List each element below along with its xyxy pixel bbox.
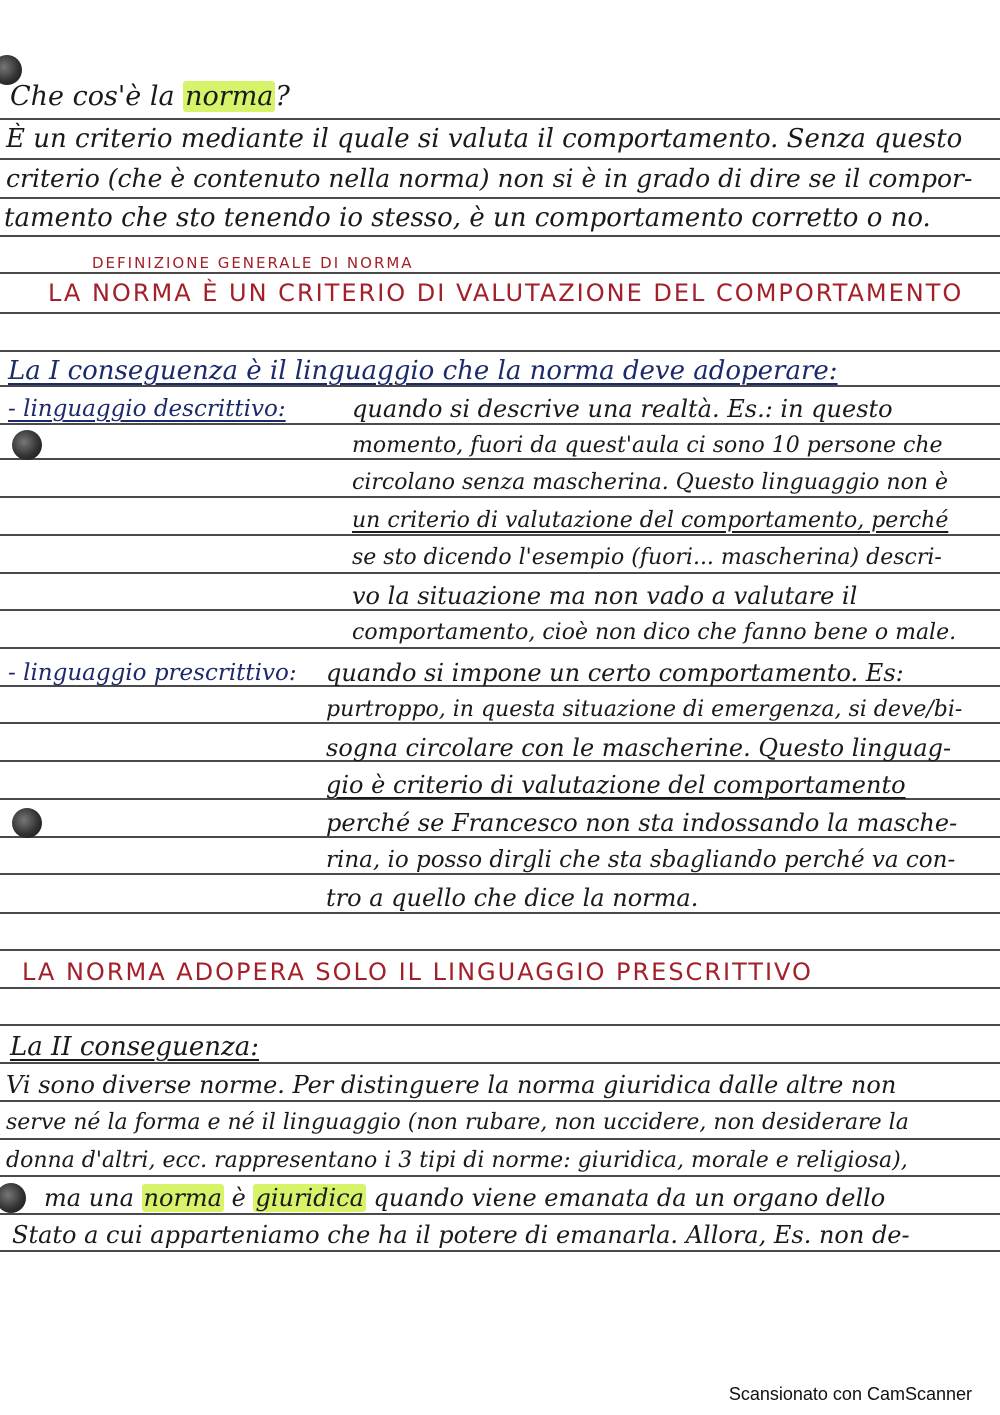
highlighted-word: norma: [185, 81, 274, 112]
text-fragment: ma una: [44, 1184, 142, 1212]
text-line: serve né la forma e né il linguaggio (non rubare, non uccidere, non desiderare la: [6, 1110, 909, 1135]
text-line: vo la situazione ma non vado a valutare il: [352, 582, 858, 610]
highlighted-word: norma: [143, 1184, 222, 1212]
ruled-line: [0, 197, 1000, 199]
ruled-line: [0, 350, 1000, 352]
text-line: È un criterio mediante il quale si valuta il comportamento. Senza questo: [6, 124, 963, 154]
text-line: se sto dicendo l'esempio (fuori... mascherina) descri-: [352, 545, 942, 570]
text-line: [44, 1181, 885, 1215]
text-line: comportamento, cioè non dico che fanno bene o male.: [352, 620, 957, 645]
scanner-watermark: Scansionato con CamScanner: [728, 1384, 972, 1404]
term-label: - linguaggio descrittivo:: [8, 396, 286, 422]
binder-hole: [12, 430, 42, 460]
term-label: - linguaggio prescrittivo:: [8, 660, 297, 686]
text-line: sogna circolare con le mascherine. Questo linguag-: [326, 734, 952, 762]
text-line: gio è criterio di valutazione del comportamento: [326, 771, 906, 799]
text-line: circolano senza mascherina. Questo linguaggio non è: [352, 470, 949, 495]
section-heading: La II conseguenza:: [10, 1032, 260, 1062]
text-line: purtroppo, in questa situazione di emergenza, si deve/bi-: [326, 697, 963, 722]
text-line: tamento che sto tenendo io stesso, è un comportamento corretto o no.: [4, 203, 931, 233]
text-fragment: quando viene emanata da un organo dello: [365, 1184, 886, 1212]
text-line: criterio (che è contenuto nella norma) non si è in grado di dire se il compor-: [6, 164, 973, 193]
ruled-line: [0, 312, 1000, 314]
text-line: perché se Francesco non sta indossando la masche-: [326, 809, 958, 837]
text-line: Vi sono diverse norme. Per distinguere la norma giuridica dalle altre non: [6, 1071, 897, 1099]
question-line: [10, 80, 290, 114]
binder-hole: [12, 808, 42, 838]
text-line: quando si impone un certo comportamento. Es:: [326, 659, 904, 687]
text-line: quando si descrive una realtà. Es.: in questo: [352, 395, 893, 423]
definition-statement: LA NORMA È UN CRITERIO DI VALUTAZIONE DEL COMPORTAMENTO: [48, 279, 964, 307]
ruled-line: [0, 118, 1000, 120]
highlighted-word: giuridica: [255, 1184, 364, 1212]
ruled-line: [0, 235, 1000, 237]
definition-label: DEFINIZIONE GENERALE DI NORMA: [92, 254, 414, 272]
text-line: rina, io posso dirgli che sta sbagliando perché va con-: [326, 847, 956, 873]
question-mark: ?: [275, 81, 290, 112]
text-line: momento, fuori da quest'aula ci sono 10 persone che: [352, 433, 943, 458]
section-heading: La I conseguenza è il linguaggio che la norma deve adoperare:: [8, 356, 838, 386]
text-line: donna d'altri, ecc. rappresentano i 3 tipi di norme: giuridica, morale e religiosa),: [6, 1148, 908, 1173]
ruled-line: [0, 1024, 1000, 1026]
text-line: tro a quello che dice la norma.: [326, 884, 699, 912]
text-fragment: è: [224, 1184, 254, 1212]
rule-statement: LA NORMA ADOPERA SOLO IL LINGUAGGIO PRESCRITTIVO: [22, 958, 813, 986]
text-line: Stato a cui apparteniamo che ha il potere di emanarla. Allora, Es. non de-: [12, 1221, 910, 1249]
ruled-line: [0, 158, 1000, 160]
text-line: un criterio di valutazione del comportamento, perché: [352, 508, 949, 533]
binder-hole: [0, 1183, 26, 1213]
ruled-line: [0, 949, 1000, 951]
question-text: Che cos'è la: [10, 81, 184, 112]
